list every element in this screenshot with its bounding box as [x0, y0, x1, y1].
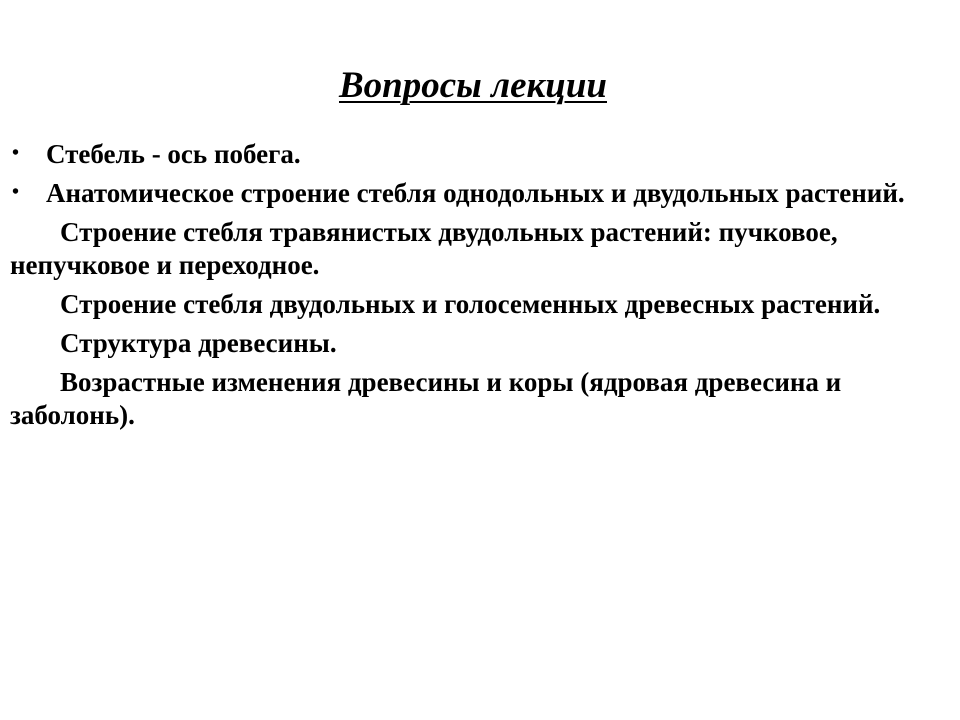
- paragraph-woody-stem: Строение стебля двудольных и голосеменных древесных растений.: [60, 289, 881, 319]
- slide-title: Вопросы лекции: [339, 65, 607, 106]
- slide-body: [10, 138, 940, 438]
- paragraph-age-changes: Возрастные изменения древесины и коры (ядровая древесина и заболонь).: [10, 367, 842, 430]
- bullet-item-stem-axis: [10, 138, 940, 171]
- paragraph-herbaceous-stem: Строение стебля травянистых двудольных растений: пучковое, непучковое и переходное.: [10, 217, 838, 280]
- bullet-item-anatomy: [10, 177, 940, 210]
- bullet-text: Стебель - ось побега.: [46, 139, 301, 169]
- bullet-icon: •: [12, 181, 20, 203]
- bullet-icon: •: [12, 142, 20, 164]
- paragraph-wood-structure: Структура древесины.: [60, 328, 337, 358]
- bullet-text: Анатомическое строение стебля однодольных и двудольных растений.: [46, 178, 905, 208]
